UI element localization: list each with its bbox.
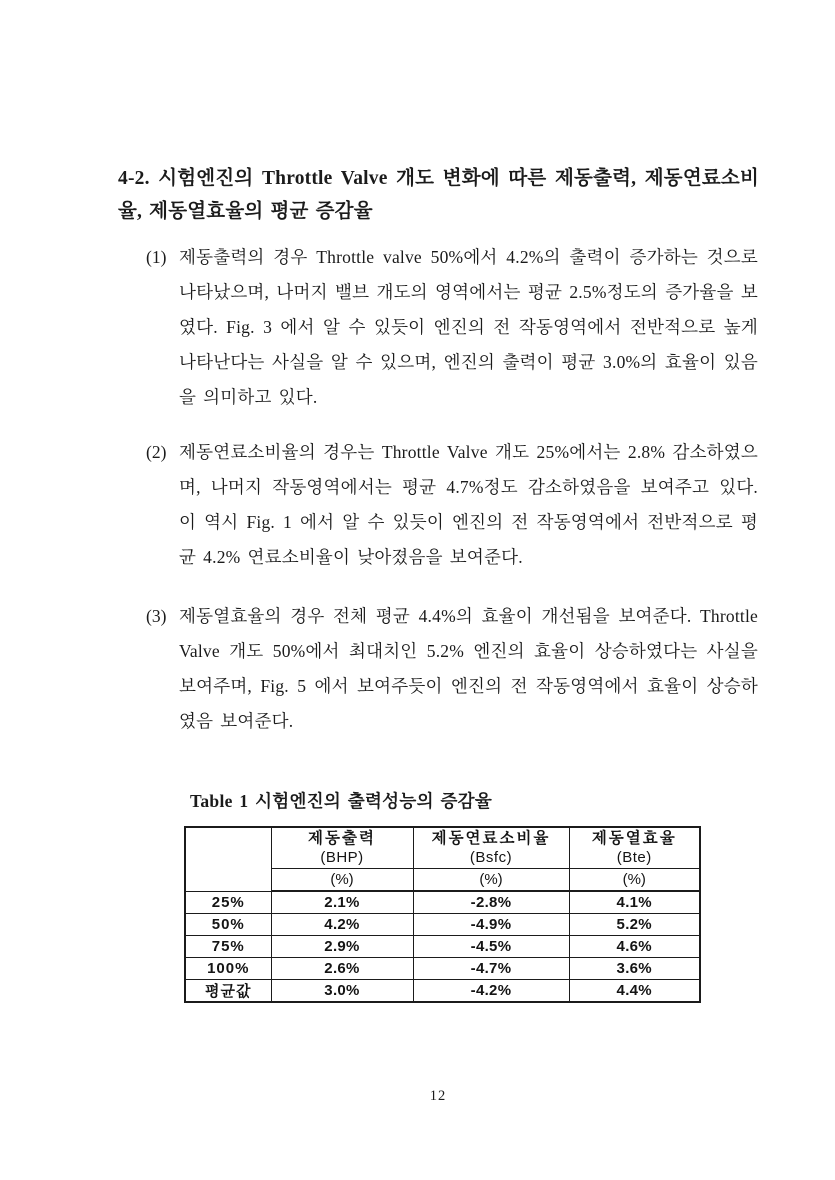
- cell-bte: 4.1%: [569, 891, 700, 914]
- unit-cell-bte: (%): [569, 869, 700, 892]
- cell-bhp: 2.9%: [271, 936, 413, 958]
- table-row-average: [185, 980, 700, 1003]
- col-header-bhp-sub: (BHP): [320, 849, 364, 866]
- cell-bhp: 2.6%: [271, 958, 413, 980]
- row-label: 평균값: [185, 980, 271, 1003]
- col-header-bsfc-sub: (Bsfc): [469, 849, 513, 866]
- table-row-50: [185, 914, 700, 936]
- col-header-bhp: [271, 827, 413, 869]
- paragraph-1-marker: (1): [146, 247, 167, 267]
- col-header-bsfc-title: 제동연료소비율: [431, 830, 551, 847]
- table-row-75: [185, 936, 700, 958]
- paragraph-1-text: 제동출력의 경우 Throttle valve 50%에서 4.2%의 출력이 증가하는 것으로 나타났으며, 나머지 밸브 개도의 영역에서는 평균 2.5%정도의 증가율을 보였다. Fig. 3 에서 알 수 있듯이 엔진의 전 작동영역에서 전반적으로 높게 나타난다는 사실을 알 수 있으며, 엔진의 출력이 평균 3.0%의 효율이 있음을 의미하고 있다.: [179, 247, 758, 407]
- unit-cell-bsfc: (%): [413, 869, 569, 892]
- row-label: 50%: [185, 914, 271, 936]
- table-corner-cell: [185, 827, 271, 891]
- table-row-25: [185, 891, 700, 914]
- paragraph-3-text: 제동열효율의 경우 전체 평균 4.4%의 효율이 개선됨을 보여준다. Throttle Valve 개도 50%에서 최대치인 5.2% 엔진의 효율이 상승하였다는 사실을 보여주며, Fig. 5 에서 보여주듯이 엔진의 전 작동영역에서 효율이 상승하였음 보여준다.: [179, 606, 758, 731]
- col-header-bsfc: [413, 827, 569, 869]
- paragraph-2-text: 제동연료소비율의 경우는 Throttle Valve 개도 25%에서는 2.8% 감소하였으며, 나머지 작동영역에서는 평균 4.7%정도 감소하였음을 보여주고 있다. 이 역시 Fig. 1 에서 알 수 있듯이 엔진의 전 작동영역에서 전반적으로 평균 4.2% 연료소비율이 낮아졌음을 보여준다.: [179, 442, 758, 567]
- cell-bhp: 2.1%: [271, 891, 413, 914]
- table-caption: Table 1 시험엔진의 출력성능의 증감율: [190, 791, 493, 811]
- col-header-bte-sub: (Bte): [616, 849, 652, 866]
- table-row-100: [185, 958, 700, 980]
- performance-table: [184, 826, 701, 1003]
- row-label: 100%: [185, 958, 271, 980]
- cell-bsfc: -4.5%: [413, 936, 569, 958]
- unit-cell-bhp: (%): [271, 869, 413, 892]
- table-header-row: [185, 827, 700, 869]
- cell-bhp: 4.2%: [271, 914, 413, 936]
- paragraph-3-marker: (3): [146, 606, 167, 626]
- row-label: 75%: [185, 936, 271, 958]
- cell-bhp: 3.0%: [271, 980, 413, 1003]
- cell-bsfc: -4.2%: [413, 980, 569, 1003]
- cell-bte: 5.2%: [569, 914, 700, 936]
- cell-bte: 3.6%: [569, 958, 700, 980]
- section-heading: 4-2. 시험엔진의 Throttle Valve 개도 변화에 따른 제동출력, 제동연료소비율, 제동열효율의 평균 증감율: [118, 168, 759, 222]
- paragraph-2: [146, 435, 758, 575]
- row-label: 25%: [185, 891, 271, 914]
- col-header-bhp-title: 제동출력: [308, 830, 376, 847]
- paragraph-2-marker: (2): [146, 442, 167, 462]
- col-header-bte-title: 제동열효율: [591, 830, 677, 847]
- page-number: 12: [429, 1088, 447, 1104]
- cell-bte: 4.6%: [569, 936, 700, 958]
- paragraph-3: [146, 599, 758, 739]
- cell-bte: 4.4%: [569, 980, 700, 1003]
- cell-bsfc: -2.8%: [413, 891, 569, 914]
- cell-bsfc: -4.7%: [413, 958, 569, 980]
- cell-bsfc: -4.9%: [413, 914, 569, 936]
- paragraph-1: [146, 240, 758, 415]
- col-header-bte: [569, 827, 700, 869]
